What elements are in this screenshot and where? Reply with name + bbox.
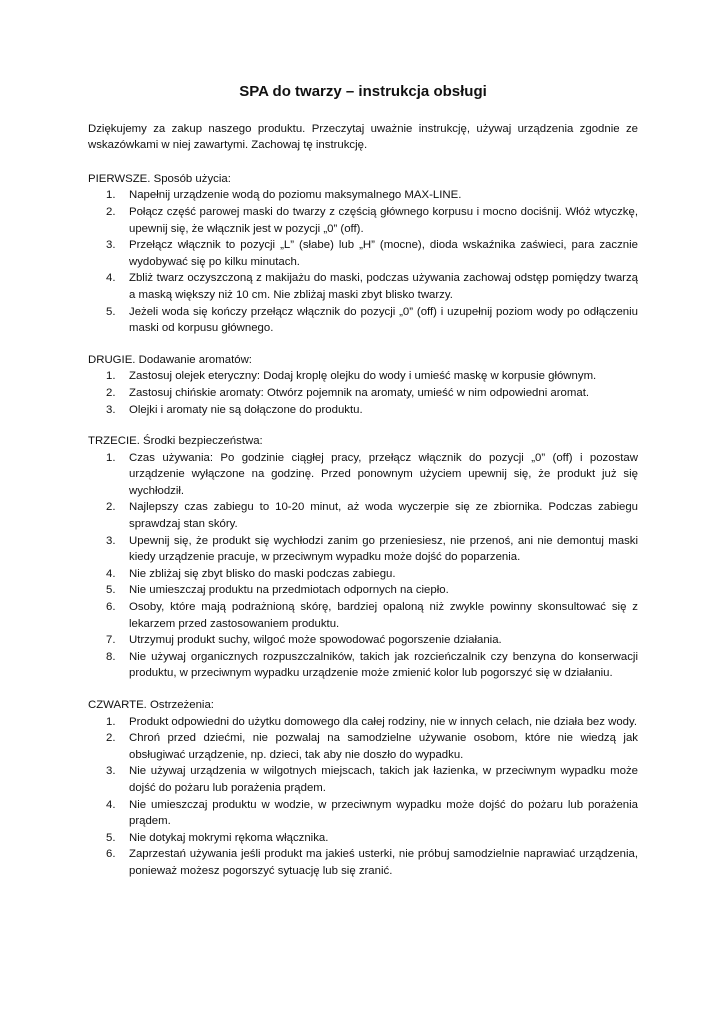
list-item bbox=[88, 714, 638, 731]
list-item-number: 5. bbox=[106, 305, 116, 318]
list-item bbox=[88, 797, 638, 830]
list-item bbox=[88, 830, 638, 847]
list-item-number: 6. bbox=[106, 601, 116, 614]
sections-container bbox=[88, 171, 638, 880]
list-item bbox=[88, 763, 638, 796]
list-item bbox=[88, 649, 638, 682]
list-item bbox=[88, 582, 638, 599]
list-item-text: Przełącz włącznik to pozycji „L” (słabe) lub „H” (mocne), dioda wskaźnika zaświeci, para zacznie wydobywać się po kilku minutach. bbox=[129, 239, 638, 268]
list-item-number: 2. bbox=[106, 205, 116, 218]
section-aromas bbox=[88, 352, 638, 418]
list-item-text: Utrzymuj produkt suchy, wilgoć może spowodować pogorszenie działania. bbox=[129, 634, 502, 647]
list-item-text: Upewnij się, że produkt się wychłodzi zanim go przeniesiesz, nie przenoś, ani nie demontuj maski kiedy urządzenie pracuje, w przeciwnym wypadku może dojść do poparzenia. bbox=[129, 534, 638, 564]
list-item-number: 1. bbox=[106, 370, 116, 383]
list-item-text: Jeżeli woda się kończy przełącz włącznik do pozycji „0” (off) i uzupełnij poziom wody po odłączeniu maski od korpusu głównego. bbox=[129, 305, 638, 335]
list-item-text: Chroń przed dziećmi, nie pozwalaj na samodzielne używanie osobom, które nie wiedzą jak obsługiwać urządzenie, np. dzieci, tak aby nie doszło do wypadku. bbox=[129, 732, 638, 761]
list-item-number: 3. bbox=[106, 403, 116, 416]
section-title: CZWARTE. Ostrzeżenia: bbox=[88, 699, 214, 711]
section-warnings bbox=[88, 697, 638, 880]
list-item-text: Czas używania: Po godzinie ciągłej pracy, przełącz włącznik do pozycji „0” (off) i pozostaw urządzenie wyłączone na godzinę. Przed ponownym użyciem upewnij się, że produkt już się wychłodził. bbox=[129, 451, 638, 497]
list-item-number: 7. bbox=[106, 634, 116, 647]
list-item-text: Olejki i aromaty nie są dołączone do produktu. bbox=[129, 403, 363, 416]
section-title: DRUGIE. Dodawanie aromatów: bbox=[88, 353, 252, 366]
numbered-list bbox=[88, 714, 638, 880]
list-item-number: 4. bbox=[106, 798, 116, 811]
section-title: TRZECIE. Środki bezpieczeństwa: bbox=[88, 435, 263, 448]
section-usage bbox=[88, 171, 638, 337]
list-item-text: Połącz część parowej maski do twarzy z częścią głównego korpusu i mocno dociśnij. Włóż wtyczkę, upewnij się, że włącznik jest w pozycji „0” (off). bbox=[129, 205, 638, 235]
document-title: SPA do twarzy – instrukcja obsługi bbox=[239, 83, 487, 100]
list-item bbox=[88, 499, 638, 532]
list-item bbox=[88, 187, 638, 204]
list-item bbox=[88, 270, 638, 303]
numbered-list bbox=[88, 368, 638, 418]
list-item-text: Napełnij urządzenie wodą do poziomu maksymalnego MAX-LINE. bbox=[129, 189, 462, 202]
list-item-text: Osoby, które mają podrażnioną skórę, bardziej opaloną niż zwykle powinny skonsultować się z lekarzem przed zastosowaniem produktu. bbox=[129, 601, 638, 630]
list-item-number: 4. bbox=[106, 567, 116, 580]
list-item-text: Zastosuj olejek eteryczny: Dodaj kroplę olejku do wody i umieść maskę w korpusie głównym. bbox=[129, 370, 597, 383]
list-item-number: 5. bbox=[106, 831, 116, 844]
document-page bbox=[88, 84, 638, 895]
list-item bbox=[88, 402, 638, 419]
list-item-text: Zbliż twarz oczyszczoną z makijażu do maski, podczas używania zachowaj odstęp pomiędzy twarzą a maską większy niż 10 cm. Nie zbliżaj maski zbyt blisko twarzy. bbox=[129, 272, 638, 301]
list-item bbox=[88, 632, 638, 649]
list-item bbox=[88, 846, 638, 879]
list-item-number: 8. bbox=[106, 650, 116, 663]
list-item-text: Nie umieszczaj produktu na przedmiotach odpornych na ciepło. bbox=[129, 584, 449, 597]
list-item bbox=[88, 533, 638, 566]
list-item-text: Najlepszy czas zabiegu to 10-20 minut, aż woda wyczerpie się ze zbiornika. Podczas zabiegu sprawdzaj stan skóry. bbox=[129, 501, 638, 531]
list-item-number: 3. bbox=[106, 239, 116, 252]
list-item-text: Nie używaj organicznych rozpuszczalników, takich jak rozcieńczalnik czy benzyna do konserwacji produktu, w przeciwnym wypadku urządzenie może zmienić kolor lub pogorszyć się w działaniu. bbox=[129, 650, 638, 680]
list-item bbox=[88, 730, 638, 763]
list-item-text: Nie umieszczaj produktu w wodzie, w przeciwnym wypadku może dojść do pożaru lub porażenia prądem. bbox=[129, 798, 638, 828]
list-item-number: 6. bbox=[106, 848, 116, 861]
section-safety bbox=[88, 433, 638, 682]
list-item bbox=[88, 204, 638, 237]
numbered-list bbox=[88, 450, 638, 682]
list-item bbox=[88, 304, 638, 337]
list-item-number: 2. bbox=[106, 501, 116, 514]
list-item-text: Produkt odpowiedni do użytku domowego dla całej rodziny, nie w innych celach, nie działa bez wody. bbox=[129, 715, 638, 728]
list-item bbox=[88, 566, 638, 583]
list-item-text: Nie używaj urządzenia w wilgotnych miejscach, takich jak łazienka, w przeciwnym wypadku może dojść do pożaru lub porażenia prądem. bbox=[129, 765, 638, 794]
list-item-text: Zaprzestań używania jeśli produkt ma jakieś usterki, nie próbuj samodzielnie naprawiać urządzenia, ponieważ możesz pogorszyć sytuację lub się zranić. bbox=[129, 848, 638, 877]
list-item-text: Nie zbliżaj się zbyt blisko do maski podczas zabiegu. bbox=[129, 567, 396, 580]
list-item bbox=[88, 385, 638, 402]
list-item bbox=[88, 599, 638, 632]
list-item-number: 4. bbox=[106, 272, 116, 285]
list-item-number: 1. bbox=[106, 451, 116, 464]
list-item bbox=[88, 368, 638, 385]
list-item-number: 1. bbox=[106, 189, 116, 202]
list-item-number: 2. bbox=[106, 732, 116, 745]
list-item-number: 5. bbox=[106, 584, 116, 597]
section-title: PIERWSZE. Sposób użycia: bbox=[88, 172, 231, 185]
list-item-number: 3. bbox=[106, 534, 116, 547]
list-item-text: Zastosuj chińskie aromaty: Otwórz pojemnik na aromaty, umieść w nim odpowiedni aromat. bbox=[129, 386, 590, 399]
list-item bbox=[88, 450, 638, 500]
list-item bbox=[88, 237, 638, 270]
intro-paragraph: Dziękujemy za zakup naszego produktu. Przeczytaj uważnie instrukcję, używaj urządzenia zgodnie ze wskazówkami w niej zawartymi. Zachowaj tę instrukcję. bbox=[88, 122, 638, 152]
list-item-number: 3. bbox=[106, 765, 116, 778]
list-item-text: Nie dotykaj mokrymi rękoma włącznika. bbox=[129, 831, 329, 844]
list-item-number: 1. bbox=[106, 715, 116, 728]
list-item-number: 2. bbox=[106, 386, 116, 399]
numbered-list bbox=[88, 187, 638, 336]
